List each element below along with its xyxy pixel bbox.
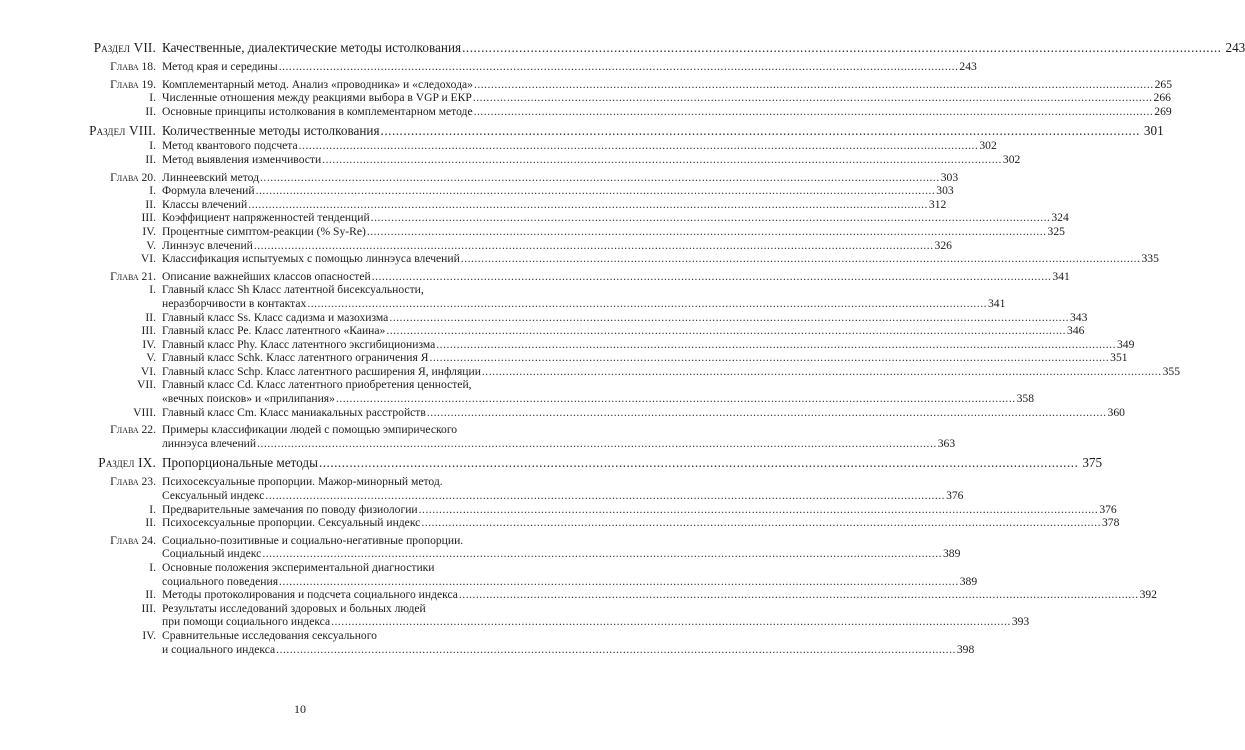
dot-leader <box>254 239 934 253</box>
dot-leader <box>473 91 1153 105</box>
dot-leader <box>299 139 979 153</box>
toc-entry-item <box>70 405 1125 420</box>
toc-entry-label: Раздел VII. <box>93 40 156 55</box>
toc-entry-item <box>70 628 975 656</box>
toc-entry-title: Коэффициент напряженностей тенденций <box>162 211 370 225</box>
toc-entry-title: Линнеевский метод <box>162 170 260 184</box>
toc-entry-item <box>70 561 978 588</box>
toc-entry-label: IV. <box>142 224 156 238</box>
toc-entry-label: Глава 24. <box>110 533 156 547</box>
toc-entry-title: при помощи социального индекса <box>162 615 331 629</box>
toc-entry-chapter <box>70 60 977 74</box>
toc-entry-label: I. <box>149 283 156 297</box>
toc-entry-section <box>70 455 1103 471</box>
dot-leader <box>257 437 937 451</box>
toc-entry-label: I. <box>149 139 156 153</box>
dot-leader <box>336 392 1016 406</box>
toc-entry-page: 343 <box>1070 310 1088 324</box>
toc-entry-title: Качественные, диалектические методы истолкования <box>162 40 462 55</box>
toc-entry-item <box>70 351 1128 365</box>
toc-entry-page: 393 <box>1011 615 1030 629</box>
dot-leader <box>482 365 1162 379</box>
toc-entry-page: 302 <box>979 139 997 153</box>
dot-leader <box>474 78 1154 92</box>
toc-entry-page: 375 <box>1082 455 1103 471</box>
toc-entry-page: 265 <box>1154 77 1173 91</box>
toc-entry-label: III. <box>141 324 156 338</box>
toc-entry-item <box>70 211 1069 225</box>
toc-entry-item <box>70 588 1157 602</box>
dot-leader <box>386 324 1066 338</box>
toc-entry-label: VII. <box>137 378 156 392</box>
toc-entry-title: Пропорциональные методы <box>162 455 318 471</box>
toc-entry-page: 301 <box>1143 123 1164 139</box>
toc-entry-title: Главный класс Sh Класс латентной бисексуальности, <box>162 283 424 297</box>
toc-entry-item <box>70 502 1117 517</box>
toc-entry-page: 376 <box>946 489 964 503</box>
toc-entry-title: Психосексуальные пропорции. Мажор-минорный метод. <box>162 475 443 489</box>
toc-entry-item <box>70 310 1088 325</box>
toc-entry-title: Предварительные замечания по поводу физиологии <box>162 502 418 516</box>
toc-entry-label: Глава 23. <box>110 475 156 489</box>
toc-entry-section <box>70 123 1164 139</box>
toc-entry-item <box>70 91 1171 105</box>
toc-entry-page: 303 <box>936 184 954 198</box>
toc-entry-title: Метод квантового подсчета <box>162 139 298 153</box>
toc-entry-item <box>70 516 1120 530</box>
toc-entry-title: Главный класс Ре. Класс латентного «Каина» <box>162 324 386 338</box>
toc-entry-page: 266 <box>1153 91 1171 105</box>
toc-entry-title: Основные положения экспериментальной диагностики <box>162 561 435 574</box>
toc-entry-item <box>70 152 1021 167</box>
toc-entry-title: Формула влечений <box>162 184 255 198</box>
toc-entry-label: II. <box>145 197 156 211</box>
toc-entry-page: 346 <box>1067 324 1085 338</box>
dot-leader <box>307 297 987 311</box>
toc-entry-label: V. <box>146 351 156 365</box>
dot-leader <box>262 547 942 561</box>
toc-entry-label: III. <box>141 601 156 615</box>
dot-leader <box>389 311 1069 325</box>
toc-entry-title: Социально-позитивные и социально-негативные пропорции. <box>162 533 464 547</box>
toc-entry-title: Описание важнейших классов опасностей <box>162 269 371 283</box>
toc-entry-label: V. <box>146 238 156 252</box>
toc-entry-item <box>70 104 1172 119</box>
toc-entry-label: Глава 20. <box>110 170 156 184</box>
toc-entry-title: Классы влечений <box>162 197 248 211</box>
toc-entry-page: 326 <box>934 238 952 252</box>
toc-entry-title: Методы протоколирования и подсчета социального индекса <box>162 588 458 602</box>
toc-entry-title: Главный класс Ss. Класс садизма и мазохизма <box>162 310 389 324</box>
dot-leader <box>265 489 945 503</box>
dot-leader <box>436 338 1116 352</box>
toc-entry-item <box>70 283 1006 310</box>
dot-leader <box>371 211 1051 225</box>
toc-entry-page: 302 <box>1002 152 1021 166</box>
dot-leader <box>248 198 928 212</box>
toc-entry-page: 243 <box>959 60 977 73</box>
dot-leader <box>322 153 1002 167</box>
toc-entry-page: 335 <box>1141 252 1159 266</box>
toc-entry-label: Глава 21. <box>110 269 156 283</box>
dot-leader <box>319 455 1078 471</box>
toc-entry-chapter <box>70 475 964 503</box>
toc-entry-label: Глава 18. <box>110 60 156 73</box>
toc-entry-page: 389 <box>959 574 978 588</box>
toc-entry-title: и социального индекса <box>162 642 276 656</box>
toc-entry-label: II. <box>145 104 156 118</box>
toc-entry-item <box>70 337 1135 352</box>
toc-entry-title: Линнэус влечений <box>162 238 253 252</box>
toc-entry-page: 312 <box>928 197 947 211</box>
toc-entry-item <box>70 224 1065 239</box>
toc-entry-title: Сексуальный индекс <box>162 489 265 503</box>
toc-entry-label: Глава 19. <box>110 77 156 91</box>
dot-leader <box>276 643 956 657</box>
toc-entry-title: Комплементарный метод. Анализ «проводника» и «следохода» <box>162 77 473 91</box>
toc-entry-label: Раздел IX. <box>98 455 156 471</box>
toc-entry-title: Количественные методы истолкования <box>162 123 380 139</box>
toc-entry-item <box>70 197 947 212</box>
toc-entry-title: Метод края и середины <box>162 60 278 73</box>
toc-entry-page: 392 <box>1139 588 1157 602</box>
toc-entry-item <box>70 252 1159 266</box>
toc-entry-title: Классификация испытуемых с помощью линнэуса влечений <box>162 252 460 266</box>
toc-entry-title: Сравнительные исследования сексуального <box>162 628 377 642</box>
toc-entry-label: IV. <box>142 337 156 351</box>
dot-leader <box>429 351 1109 365</box>
dot-leader <box>421 516 1101 530</box>
toc-entry-page: 376 <box>1099 502 1117 516</box>
dot-leader <box>260 171 940 185</box>
toc-entry-item <box>70 364 1180 379</box>
toc-entry-item <box>70 238 952 253</box>
toc-entry-title: Главный класс Schk. Класс латентного ограничения Я <box>162 351 429 365</box>
toc-entry-title: Численные отношения между реакциями выбора в VGP и ЕКР <box>162 91 472 105</box>
toc-entry-title: Главный класс Phy. Класс латентного эксгибиционизма <box>162 337 436 351</box>
toc-entry-label: II. <box>145 152 156 166</box>
dot-leader <box>461 252 1141 266</box>
toc-entry-title: Примеры классификации людей с помощью эмпирического <box>162 423 458 437</box>
dot-leader <box>459 588 1139 602</box>
toc-entry-title: Результаты исследований здоровых и больных людей <box>162 601 426 615</box>
toc-entry-chapter <box>70 533 961 561</box>
dot-leader <box>367 225 1047 239</box>
toc-entry-page: 351 <box>1110 351 1128 365</box>
toc-entry-page: 358 <box>1016 392 1035 406</box>
toc-entry-item <box>70 324 1085 338</box>
toc-entry-item <box>70 378 1035 406</box>
toc-entry-item <box>70 601 1030 629</box>
toc-entry-page: 243 <box>1225 40 1245 55</box>
toc-entry-page: 341 <box>1052 269 1070 283</box>
table-of-contents <box>70 40 1245 656</box>
toc-entry-page: 324 <box>1051 211 1069 225</box>
toc-entry-title: Социальный индекс <box>162 547 262 561</box>
page-number: 10 <box>294 702 306 716</box>
toc-entry-page: 341 <box>988 296 1006 310</box>
dot-leader <box>462 40 1221 56</box>
toc-entry-page: 325 <box>1047 224 1065 238</box>
toc-entry-page: 269 <box>1154 104 1172 118</box>
dot-leader <box>331 615 1011 629</box>
toc-entry-section <box>70 40 1245 56</box>
toc-entry-label: VI. <box>140 364 156 378</box>
toc-entry-label: I. <box>149 184 156 198</box>
dot-leader <box>474 105 1154 119</box>
dot-leader <box>419 503 1099 517</box>
toc-entry-label: VIII. <box>133 405 156 419</box>
toc-entry-label: II. <box>145 588 156 602</box>
toc-entry-page: 378 <box>1102 516 1120 530</box>
toc-entry-label: VI. <box>140 252 156 266</box>
toc-entry-title: социального поведения <box>162 574 279 588</box>
toc-entry-label: Глава 22. <box>110 423 156 437</box>
toc-entry-page: 355 <box>1162 364 1180 378</box>
toc-entry-label: Раздел VIII. <box>89 123 156 139</box>
toc-entry-title: линнэуса влечений <box>162 436 257 450</box>
toc-entry-chapter <box>70 423 956 450</box>
toc-entry-label: I. <box>149 502 156 516</box>
toc-entry-page: 349 <box>1116 337 1135 351</box>
dot-leader <box>372 270 1052 284</box>
toc-entry-page: 389 <box>943 547 961 561</box>
toc-entry-title: неразборчивости в контактах <box>162 296 307 310</box>
toc-entry-label: IV. <box>142 628 156 642</box>
dot-leader <box>279 575 959 589</box>
toc-entry-title: Главный класс Schp. Класс латентного расширения Я, инфляции <box>162 364 481 378</box>
toc-entry-item <box>70 184 954 198</box>
toc-entry-title: Основные принципы истолкования в комплементарном методе <box>162 104 473 118</box>
dot-leader <box>381 123 1140 139</box>
toc-entry-label: II. <box>145 310 156 324</box>
toc-entry-title: «вечных поисков» и «прилипания» <box>162 392 335 406</box>
toc-entry-chapter <box>70 269 1070 284</box>
toc-entry-title: Главный класс Cd. Класс латентного приобретения ценностей, <box>162 378 472 392</box>
toc-entry-label: I. <box>149 91 156 105</box>
toc-entry-title: Метод выявления изменчивости <box>162 152 322 166</box>
dot-leader <box>279 60 959 74</box>
toc-entry-label: III. <box>141 211 156 225</box>
toc-entry-label: II. <box>145 516 156 530</box>
dot-leader <box>256 184 936 198</box>
toc-entry-title: Процентные симптом-реакции (% Sy-Re) <box>162 224 366 238</box>
toc-entry-page: 363 <box>937 436 956 450</box>
toc-entry-page: 360 <box>1107 405 1125 419</box>
toc-entry-title: Главный класс Cm. Класс маниакальных расстройств <box>162 405 426 419</box>
dot-leader <box>427 406 1107 420</box>
toc-entry-item <box>70 139 997 153</box>
toc-entry-chapter <box>70 77 1173 92</box>
toc-entry-label: I. <box>149 561 156 574</box>
toc-entry-page: 303 <box>940 170 959 184</box>
toc-entry-page: 398 <box>956 642 975 656</box>
toc-entry-chapter <box>70 170 959 185</box>
toc-entry-title: Психосексуальные пропорции. Сексуальный индекс <box>162 516 421 530</box>
